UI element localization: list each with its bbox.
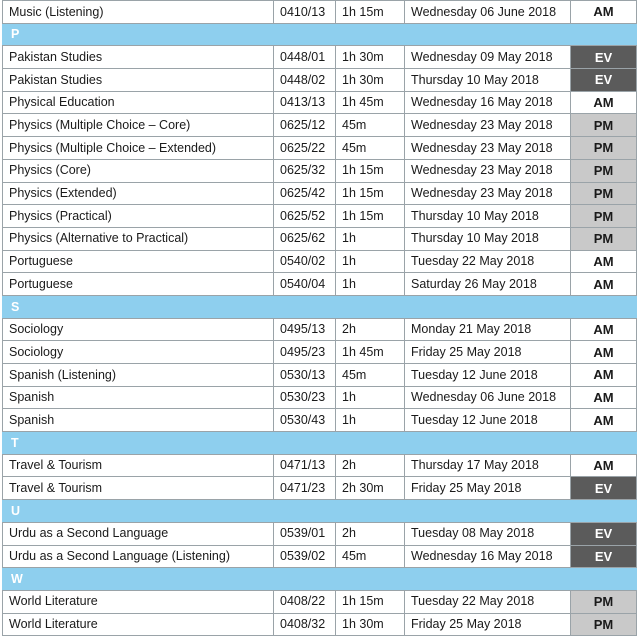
exam-row [3, 91, 637, 114]
exam-row [3, 477, 637, 500]
subject-cell: World Literature [3, 590, 274, 613]
exam-row [3, 318, 637, 341]
session-cell: AM [571, 409, 637, 432]
letter-header: W [3, 568, 274, 591]
component-code-cell: 0408/22 [274, 590, 336, 613]
duration-cell: 1h [336, 409, 405, 432]
exam-row [3, 46, 637, 69]
exam-row [3, 454, 637, 477]
component-code-cell: 0413/13 [274, 91, 336, 114]
session-cell: AM [571, 318, 637, 341]
date-cell: Saturday 26 May 2018 [405, 273, 571, 296]
date-cell: Thursday 10 May 2018 [405, 69, 571, 92]
exam-row [3, 250, 637, 273]
subject-cell: Spanish [3, 386, 274, 409]
session-cell: EV [571, 46, 637, 69]
duration-cell: 2h [336, 522, 405, 545]
subject-cell: Portuguese [3, 273, 274, 296]
subject-cell: Pakistan Studies [3, 46, 274, 69]
session-cell: AM [571, 273, 637, 296]
date-cell: Tuesday 12 June 2018 [405, 409, 571, 432]
exam-row [3, 227, 637, 250]
duration-cell: 1h 30m [336, 613, 405, 636]
component-code-cell: 0625/22 [274, 137, 336, 160]
component-code-cell: 0495/13 [274, 318, 336, 341]
component-code-cell: 0540/02 [274, 250, 336, 273]
exam-row [3, 522, 637, 545]
component-code-cell: 0448/01 [274, 46, 336, 69]
duration-cell: 1h 15m [336, 205, 405, 228]
duration-cell: 1h 15m [336, 590, 405, 613]
component-code-cell: 0540/04 [274, 273, 336, 296]
subject-cell: Urdu as a Second Language (Listening) [3, 545, 274, 568]
subject-cell: Physical Education [3, 91, 274, 114]
subject-cell: Sociology [3, 318, 274, 341]
subject-cell: Physics (Core) [3, 159, 274, 182]
date-cell: Wednesday 09 May 2018 [405, 46, 571, 69]
component-code-cell: 0625/12 [274, 114, 336, 137]
letter-header: T [3, 432, 274, 455]
letter-header-fill [274, 23, 637, 46]
duration-cell: 1h [336, 250, 405, 273]
duration-cell: 1h [336, 273, 405, 296]
component-code-cell: 0471/23 [274, 477, 336, 500]
duration-cell: 45m [336, 545, 405, 568]
letter-header-fill [274, 500, 637, 523]
letter-header-row [3, 23, 637, 46]
letter-header-fill [274, 295, 637, 318]
session-cell: AM [571, 250, 637, 273]
date-cell: Tuesday 12 June 2018 [405, 364, 571, 387]
component-code-cell: 0530/43 [274, 409, 336, 432]
duration-cell: 1h 15m [336, 159, 405, 182]
duration-cell: 1h 15m [336, 1, 405, 24]
session-cell: AM [571, 1, 637, 24]
session-cell: AM [571, 341, 637, 364]
session-cell: EV [571, 477, 637, 500]
subject-cell: Urdu as a Second Language [3, 522, 274, 545]
date-cell: Thursday 10 May 2018 [405, 205, 571, 228]
duration-cell: 2h [336, 454, 405, 477]
component-code-cell: 0448/02 [274, 69, 336, 92]
duration-cell: 45m [336, 364, 405, 387]
session-cell: EV [571, 69, 637, 92]
component-code-cell: 0530/23 [274, 386, 336, 409]
subject-cell: Sociology [3, 341, 274, 364]
date-cell: Wednesday 23 May 2018 [405, 114, 571, 137]
subject-cell: Physics (Multiple Choice – Core) [3, 114, 274, 137]
exam-row [3, 613, 637, 636]
component-code-cell: 0410/13 [274, 1, 336, 24]
exam-timetable [2, 0, 637, 636]
date-cell: Friday 25 May 2018 [405, 341, 571, 364]
letter-header-row [3, 568, 637, 591]
exam-row [3, 182, 637, 205]
date-cell: Tuesday 22 May 2018 [405, 590, 571, 613]
session-cell: PM [571, 114, 637, 137]
session-cell: PM [571, 613, 637, 636]
exam-row [3, 386, 637, 409]
duration-cell: 45m [336, 137, 405, 160]
component-code-cell: 0471/13 [274, 454, 336, 477]
subject-cell: Physics (Multiple Choice – Extended) [3, 137, 274, 160]
date-cell: Thursday 17 May 2018 [405, 454, 571, 477]
timetable-body [3, 1, 637, 636]
session-cell: AM [571, 454, 637, 477]
duration-cell: 1h 15m [336, 182, 405, 205]
component-code-cell: 0495/23 [274, 341, 336, 364]
subject-cell: Portuguese [3, 250, 274, 273]
component-code-cell: 0539/01 [274, 522, 336, 545]
session-cell: PM [571, 159, 637, 182]
exam-row [3, 69, 637, 92]
duration-cell: 2h [336, 318, 405, 341]
date-cell: Wednesday 23 May 2018 [405, 159, 571, 182]
letter-header: P [3, 23, 274, 46]
component-code-cell: 0625/52 [274, 205, 336, 228]
session-cell: PM [571, 137, 637, 160]
exam-row [3, 364, 637, 387]
session-cell: AM [571, 91, 637, 114]
date-cell: Tuesday 08 May 2018 [405, 522, 571, 545]
exam-row [3, 205, 637, 228]
component-code-cell: 0539/02 [274, 545, 336, 568]
exam-row [3, 409, 637, 432]
session-cell: AM [571, 364, 637, 387]
date-cell: Wednesday 23 May 2018 [405, 182, 571, 205]
letter-header-fill [274, 432, 637, 455]
date-cell: Monday 21 May 2018 [405, 318, 571, 341]
exam-row [3, 545, 637, 568]
letter-header-row [3, 295, 637, 318]
date-cell: Friday 25 May 2018 [405, 613, 571, 636]
date-cell: Wednesday 06 June 2018 [405, 386, 571, 409]
letter-header-fill [274, 568, 637, 591]
subject-cell: Spanish [3, 409, 274, 432]
component-code-cell: 0625/62 [274, 227, 336, 250]
subject-cell: Travel & Tourism [3, 477, 274, 500]
session-cell: AM [571, 386, 637, 409]
session-cell: PM [571, 182, 637, 205]
letter-header: U [3, 500, 274, 523]
subject-cell: Physics (Practical) [3, 205, 274, 228]
duration-cell: 2h 30m [336, 477, 405, 500]
subject-cell: Travel & Tourism [3, 454, 274, 477]
duration-cell: 1h 45m [336, 91, 405, 114]
duration-cell: 45m [336, 114, 405, 137]
exam-row [3, 159, 637, 182]
duration-cell: 1h [336, 227, 405, 250]
exam-row [3, 341, 637, 364]
date-cell: Tuesday 22 May 2018 [405, 250, 571, 273]
component-code-cell: 0408/32 [274, 613, 336, 636]
date-cell: Wednesday 06 June 2018 [405, 1, 571, 24]
subject-cell: Physics (Extended) [3, 182, 274, 205]
session-cell: PM [571, 227, 637, 250]
date-cell: Friday 25 May 2018 [405, 477, 571, 500]
letter-header-row [3, 500, 637, 523]
session-cell: PM [571, 590, 637, 613]
exam-row [3, 273, 637, 296]
subject-cell: World Literature [3, 613, 274, 636]
session-cell: EV [571, 522, 637, 545]
date-cell: Wednesday 23 May 2018 [405, 137, 571, 160]
subject-cell: Music (Listening) [3, 1, 274, 24]
date-cell: Wednesday 16 May 2018 [405, 545, 571, 568]
letter-header-row [3, 432, 637, 455]
duration-cell: 1h [336, 386, 405, 409]
component-code-cell: 0625/32 [274, 159, 336, 182]
exam-row [3, 1, 637, 24]
component-code-cell: 0625/42 [274, 182, 336, 205]
duration-cell: 1h 30m [336, 69, 405, 92]
exam-row [3, 137, 637, 160]
session-cell: PM [571, 205, 637, 228]
component-code-cell: 0530/13 [274, 364, 336, 387]
subject-cell: Physics (Alternative to Practical) [3, 227, 274, 250]
subject-cell: Spanish (Listening) [3, 364, 274, 387]
date-cell: Thursday 10 May 2018 [405, 227, 571, 250]
letter-header: S [3, 295, 274, 318]
subject-cell: Pakistan Studies [3, 69, 274, 92]
duration-cell: 1h 45m [336, 341, 405, 364]
exam-row [3, 114, 637, 137]
session-cell: EV [571, 545, 637, 568]
exam-row [3, 590, 637, 613]
date-cell: Wednesday 16 May 2018 [405, 91, 571, 114]
duration-cell: 1h 30m [336, 46, 405, 69]
